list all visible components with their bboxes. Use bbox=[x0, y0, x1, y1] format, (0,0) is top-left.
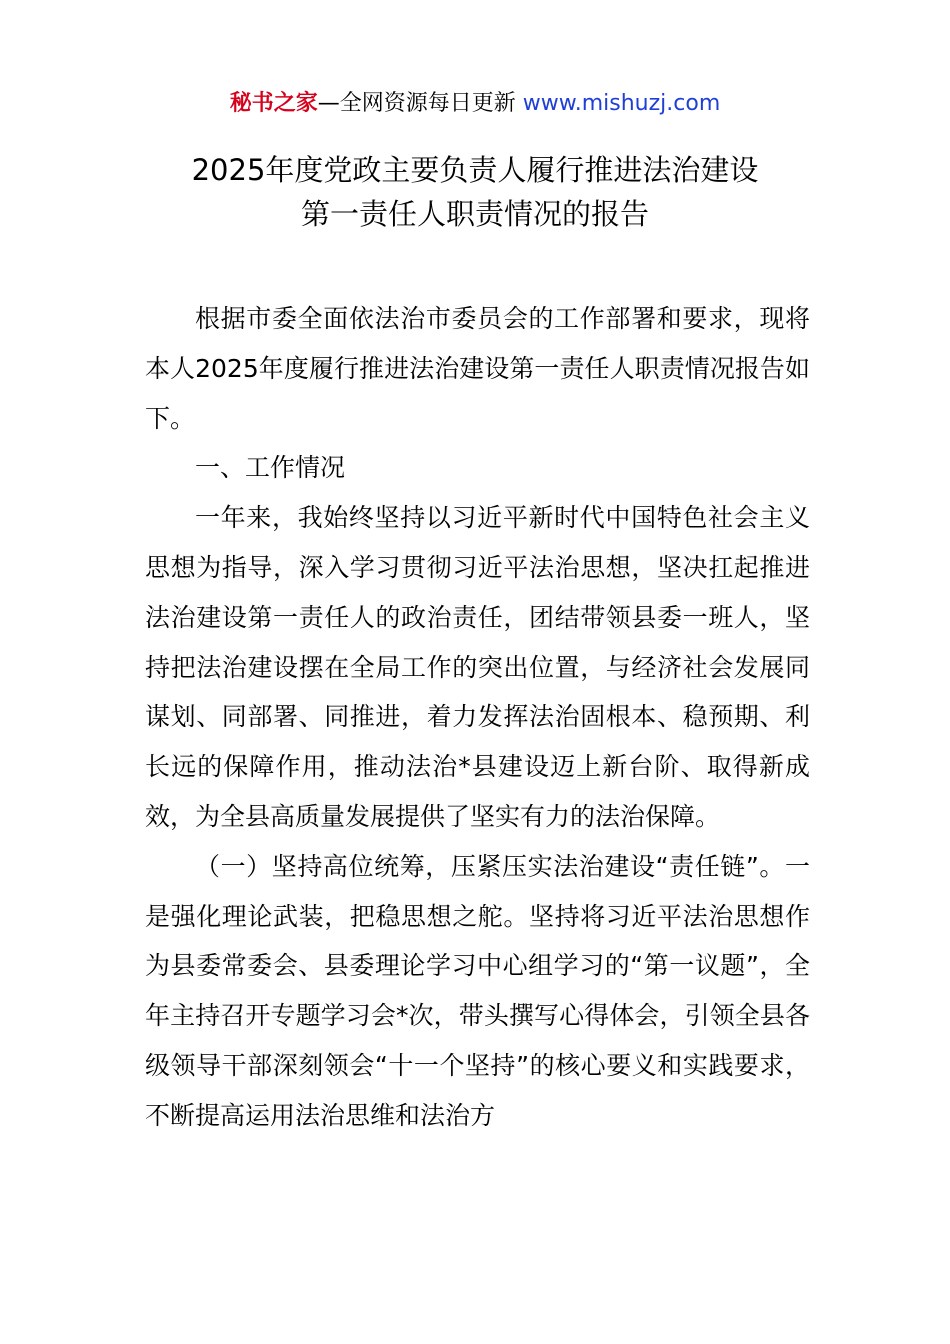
document-title bbox=[0, 148, 950, 236]
site-header bbox=[0, 88, 950, 120]
header-dash: — bbox=[317, 91, 340, 116]
paragraph-subsection-1: （一）坚持高位统筹，压紧压实法治建设“责任链”。一是强化理论武装，把稳思想之舵。坚持将习近平法治思想作为县委常委会、县委理论学习中心组学习的“第一议题”，全年主持召开专题学习会*次，带头撰写心得体会，引领全县各级领导干部深刻领会“十一个坚持”的核心要义和实践要求，不断提高运用法治思维和法治方 bbox=[145, 851, 810, 1130]
document-body bbox=[145, 294, 810, 1141]
title-line-2: 第一责任人职责情况的报告 bbox=[300, 197, 649, 231]
paragraph-overview: 一年来，我始终坚持以习近平新时代中国特色社会主义思想为指导，深入学习贯彻习近平法治思想，坚决扛起推进法治建设第一责任人的政治责任，团结带领县委一班人，坚持把法治建设摆在全局工作的突出位置，与经济社会发展同谋划、同部署、同推进，着力发挥法治固根本、稳预期、利长远的保障作用，推动法治*县建设迈上新台阶、取得新成效，为全县高质量发展提供了坚实有力的法治保障。 bbox=[145, 503, 810, 831]
section-heading: 一、工作情况 bbox=[195, 453, 346, 483]
header-slogan: 全网资源每日更新 bbox=[339, 91, 516, 116]
site-url-link[interactable]: www.mishuzj.com bbox=[522, 91, 721, 116]
title-line-1: 2025年度党政主要负责人履行推进法治建设 bbox=[191, 153, 759, 187]
paragraph-intro: 根据市委全面依法治市委员会的工作部署和要求，现将本人2025年度履行推进法治建设第一责任人职责情况报告如下。 bbox=[145, 304, 810, 433]
brand-name: 秘书之家 bbox=[229, 91, 318, 116]
